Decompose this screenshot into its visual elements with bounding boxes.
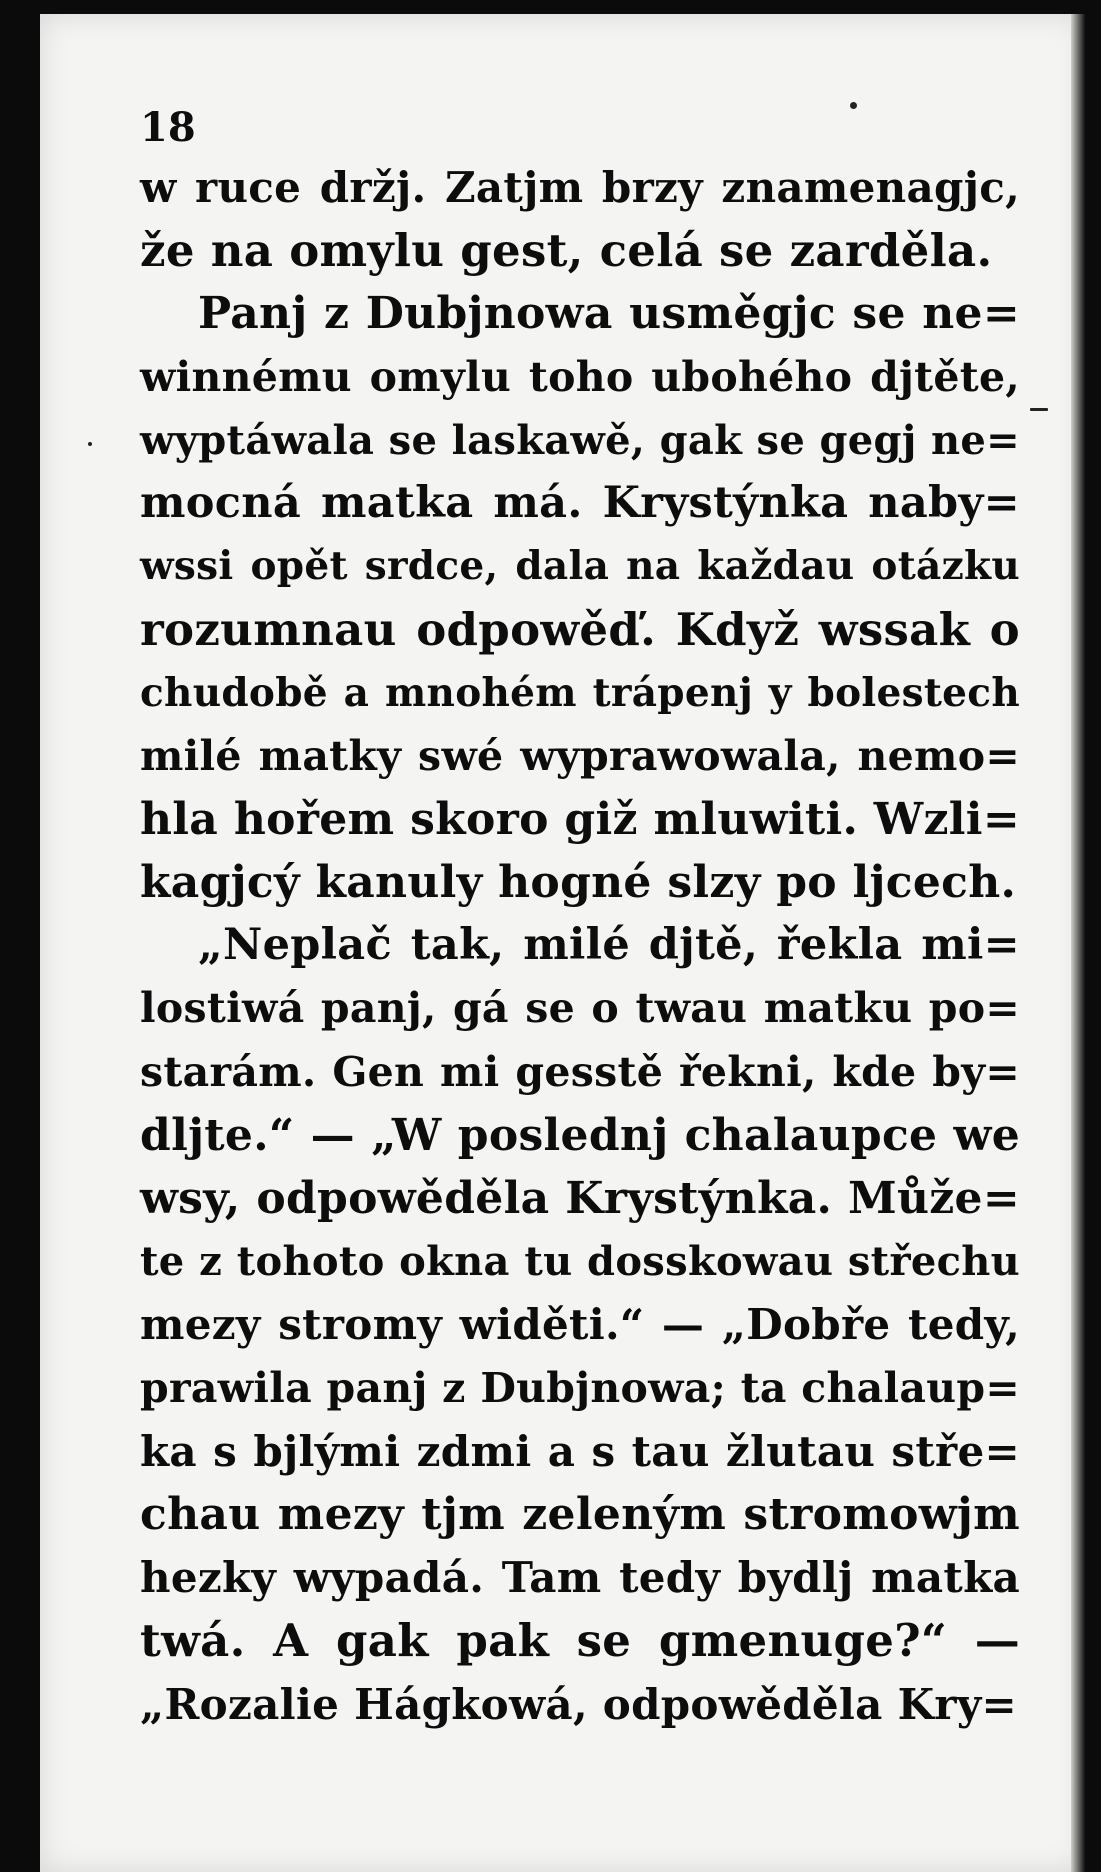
text-line: wssi opět srdce, dala na každau otázku	[140, 543, 1020, 590]
text-line: starám. Gen mi gesstě řekni, kde by=	[140, 1047, 1020, 1096]
text-line: chudobě a mnohém trápenj y bolestech	[140, 669, 1020, 716]
text-line: prawila panj z Dubjnowa; ta chalaup=	[140, 1363, 1021, 1412]
text-line: rozumnau odpowěď. Když wssak o	[140, 603, 1020, 657]
text-line: hla hořem skoro giž mluwiti. Wzli=	[140, 793, 1020, 845]
print-speck	[1030, 408, 1048, 411]
book-page	[40, 14, 1085, 1872]
text-line: w ruce držj. Zatjm brzy znamenagjc,	[140, 163, 1020, 212]
text-line: hezky wypadá. Tam tedy bydlj matka	[140, 1553, 1020, 1603]
text-line: mezy stromy widěti.“ — „Dobře tedy,	[140, 1300, 1020, 1350]
text-line: wsy, odpowěděla Krystýnka. Může=	[140, 1173, 1020, 1224]
text-line: že na omylu gest, celá se zarděla.	[140, 224, 993, 278]
text-line: „Rozalie Hágkowá, odpowěděla Kry=	[140, 1679, 1018, 1729]
text-line: kagjcý kanuly hogné slzy po ljcech.	[140, 857, 1017, 909]
text-line: ka s bjlými zdmi a s tau žlutau stře=	[140, 1426, 1020, 1476]
text-line: Panj z Dubjnowa usměgjc se ne=	[198, 288, 1020, 340]
text-line: lostiwá panj, gá se o twau matku po=	[140, 984, 1020, 1033]
text-line: „Neplač tak, milé djtě, řekla mi=	[198, 920, 1020, 971]
page-number: 18	[140, 104, 196, 151]
text-line: twá. A gak pak se gmenuge?“ —	[140, 1614, 1020, 1668]
text-line: wyptáwala se laskawě, gak se gegj ne=	[140, 416, 1020, 464]
text-line: te z tohoto okna tu dosskowau střechu	[140, 1238, 1020, 1286]
text-line: milé matky swé wyprawowala, nemo=	[140, 731, 1020, 780]
print-speck	[88, 442, 92, 446]
text-line: dljte.“ — „W poslednj chalaupce we	[140, 1109, 1020, 1161]
text-line: winnému omylu toho ubohého djtěte,	[140, 352, 1020, 401]
page-text	[140, 100, 1020, 1736]
text-line: chau mezy tjm zeleným stromowjm	[140, 1488, 1020, 1540]
page-edge-shadow	[1071, 14, 1085, 1872]
text-line: mocná matka má. Krystýnka naby=	[140, 477, 1020, 528]
